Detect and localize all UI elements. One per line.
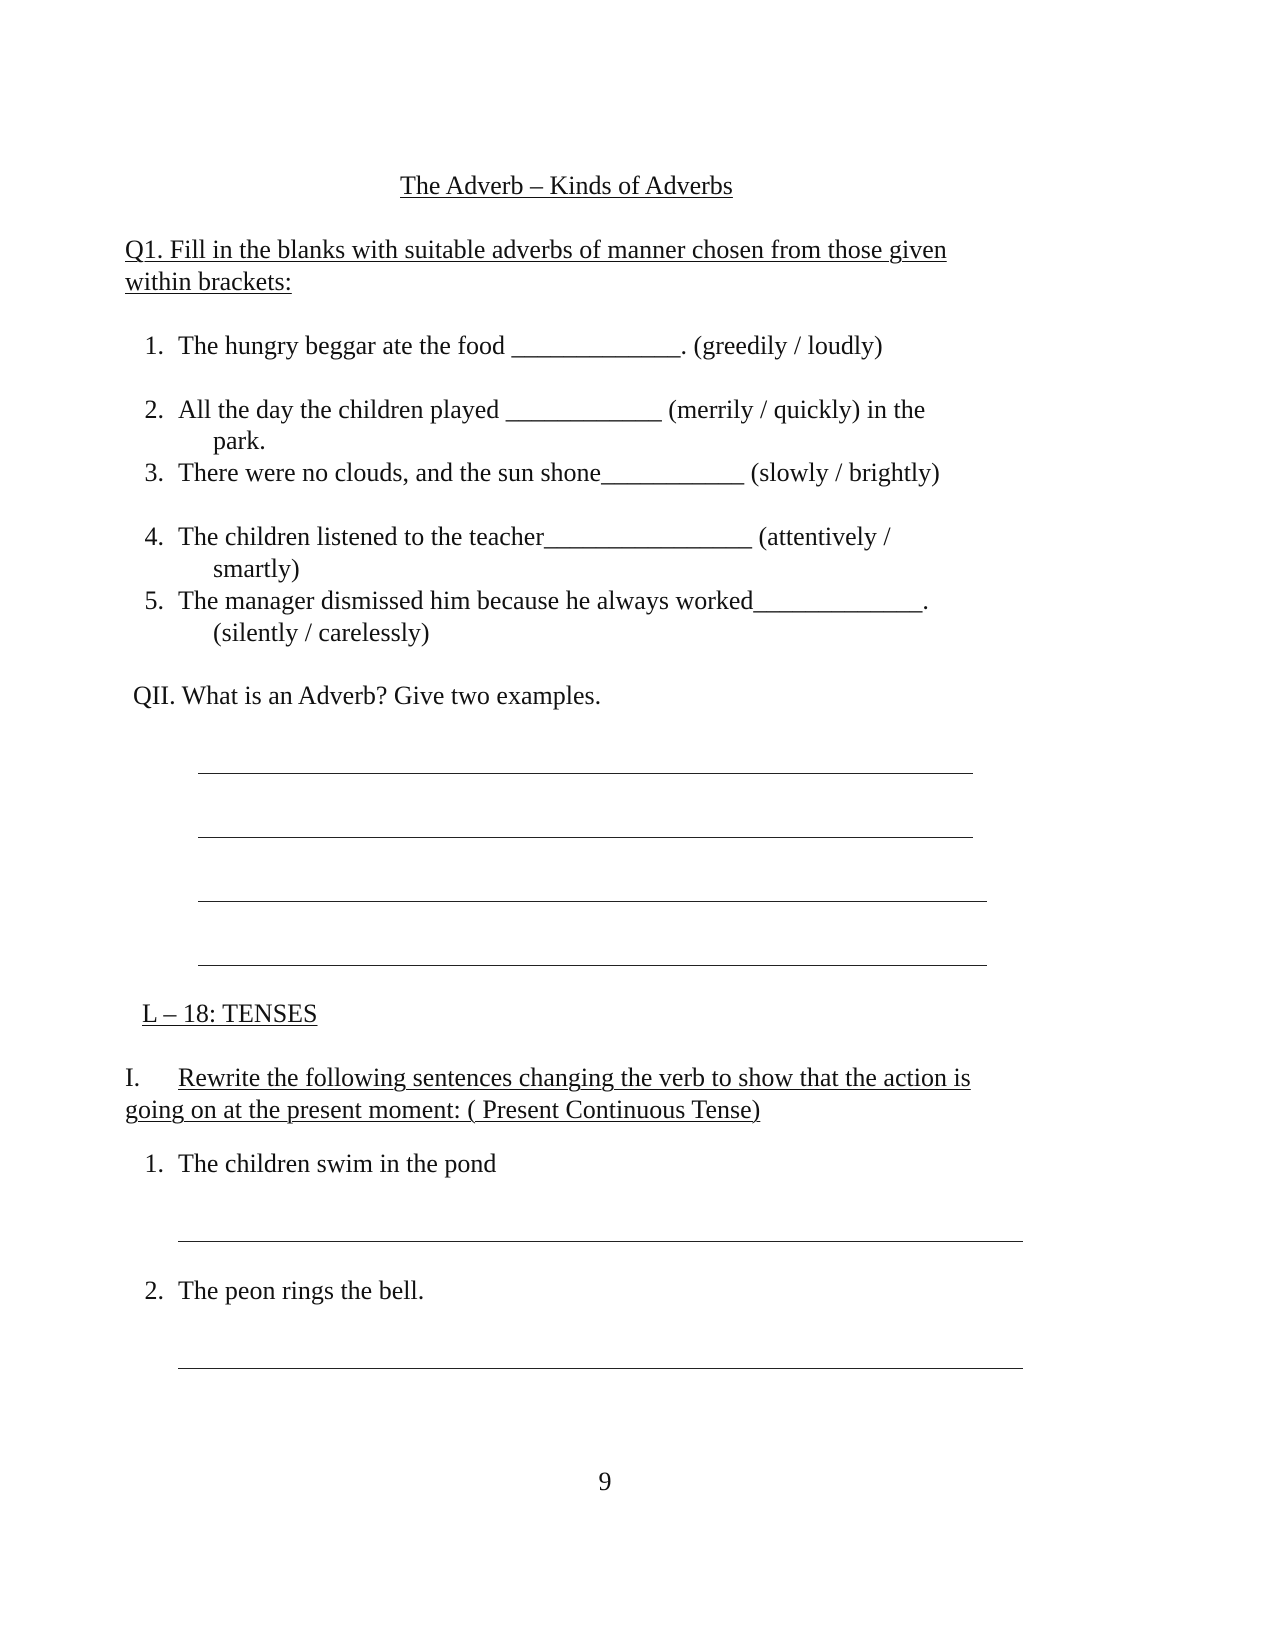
q1-item-1-number: 1.: [144, 331, 164, 360]
q1-item-2-continuation: park.: [213, 426, 266, 455]
q1-item-3-text: There were no clouds, and the sun shone___________ (slowly / brightly): [178, 458, 940, 487]
q2-answer-line-4[interactable]: [198, 965, 987, 966]
q2-heading: QII. What is an Adverb? Give two examples.: [133, 681, 602, 710]
q1-heading-line1: Q1. Fill in the blanks with suitable adverbs of manner chosen from those given: [125, 235, 947, 264]
q1-item-2-number: 2.: [144, 395, 164, 424]
q1-item-4-text: The children listened to the teacher________________ (attentively /: [178, 522, 891, 551]
tenses-instruction-line2: going on at the present moment: ( Present Continuous Tense): [125, 1095, 761, 1124]
tenses-heading: L – 18: TENSES: [142, 999, 318, 1028]
tenses-section-number: I.: [125, 1063, 141, 1092]
q1-item-5-text: The manager dismissed him because he always worked_____________.: [178, 586, 929, 615]
q1-item-5-number: 5.: [144, 586, 164, 615]
tenses-item-1-answer-line[interactable]: [178, 1241, 1023, 1242]
page-number: 9: [598, 1467, 612, 1496]
q1-item-5-continuation: (silently / carelessly): [213, 618, 430, 647]
q1-item-4-number: 4.: [144, 522, 164, 551]
q2-answer-line-3[interactable]: [198, 901, 987, 902]
page-title: The Adverb – Kinds of Adverbs: [400, 171, 733, 200]
tenses-instruction-line1: Rewrite the following sentences changing the verb to show that the action is: [178, 1063, 971, 1092]
q1-item-3-number: 3.: [144, 458, 164, 487]
q1-item-2-text: All the day the children played ____________ (merrily / quickly) in the: [178, 395, 926, 424]
tenses-item-2-answer-line[interactable]: [178, 1368, 1023, 1369]
q2-answer-line-2[interactable]: [198, 837, 973, 838]
tenses-item-2-text: The peon rings the bell.: [178, 1276, 425, 1305]
tenses-item-2-number: 2.: [144, 1276, 164, 1305]
tenses-item-1-number: 1.: [144, 1149, 164, 1178]
q1-heading-line2: within brackets:: [125, 267, 292, 296]
q2-answer-line-1[interactable]: [198, 773, 973, 774]
q1-item-1-text: The hungry beggar ate the food _____________. (greedily / loudly): [178, 331, 883, 360]
q1-item-4-continuation: smartly): [213, 554, 300, 583]
tenses-item-1-text: The children swim in the pond: [178, 1149, 497, 1178]
